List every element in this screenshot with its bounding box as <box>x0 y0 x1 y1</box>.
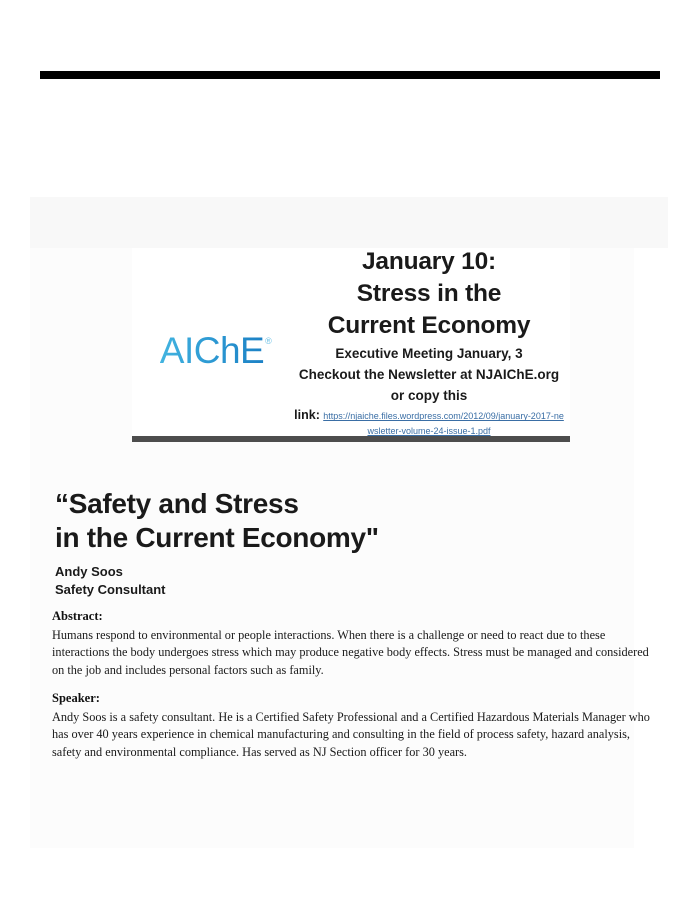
speaker-role-text: Safety Consultant <box>55 581 166 597</box>
aiche-logo-text: AIChE <box>159 330 265 371</box>
speaker-name-text: Andy Soos <box>55 564 123 579</box>
speaker-section <box>52 691 652 761</box>
abstract-body: Humans respond to environmental or people interactions. When there is a challenge or need to react due to these interactions the body undergoes stress which may produce negative body effects. Stress must be managed and considered on the job and includes personal factors such as family. <box>52 628 649 677</box>
header-rule <box>40 71 660 79</box>
event-banner <box>132 248 570 441</box>
speaker-byline <box>55 563 166 598</box>
newsletter-link[interactable]: https://njaiche.files.wordpress.com/2012/09/january-2017-newsletter-volume-24-issue-1.pdf <box>323 411 564 437</box>
page-title-line-1: “Safety and Stress <box>55 488 299 519</box>
speaker-heading: Speaker: <box>52 691 100 705</box>
banner-headline-line-3: Current Economy <box>327 311 531 339</box>
banner-inner <box>132 248 570 436</box>
banner-text-block <box>292 246 570 438</box>
banner-subline-1: Executive Meeting January, 3 <box>335 345 523 361</box>
banner-subline-3: or copy this <box>390 387 468 403</box>
banner-headline-line-2: Stress in the <box>356 280 502 308</box>
speaker-body: Andy Soos is a safety consultant. He is a Certified Safety Professional and a Certified Hazardous Materials Manager who has over 40 years experience in chemical manufacturing and consulting in the field of process safety, hazard analysis, safety and environmental compliance. Has served as NJ Section officer for 30 years. <box>52 710 650 759</box>
upper-gray-band <box>30 197 668 248</box>
banner-headline-line-1: January 10: <box>362 248 496 276</box>
abstract-heading: Abstract: <box>52 609 103 623</box>
banner-link-label: link: <box>294 408 320 423</box>
aiche-logo <box>159 330 272 372</box>
banner-bottom-bar <box>132 436 570 442</box>
banner-link-row <box>292 408 566 437</box>
banner-subline-2: Checkout the Newsletter at NJAIChE.org <box>298 366 560 382</box>
aiche-logo-area <box>132 312 292 372</box>
page-title <box>55 487 615 554</box>
registered-trademark-icon: ® <box>265 336 272 346</box>
abstract-section <box>52 609 652 679</box>
page-title-line-2: in the Current Economy" <box>55 521 379 553</box>
